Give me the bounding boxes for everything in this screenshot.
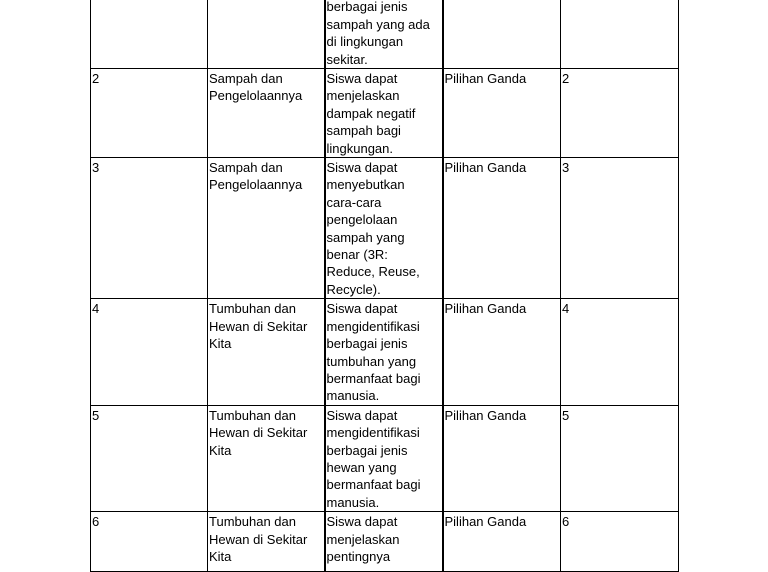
cell-topic: Tumbuhan dan Hewan di Sekitar Kita — [208, 512, 325, 572]
table-row — [91, 158, 679, 299]
cell-question-form: Pilihan Ganda — [443, 405, 561, 511]
cell-indicator: Siswa dapat mengidentifikasi berbagai jenis tumbuhan yang bermanfaat bagi manusia. — [325, 299, 443, 405]
cell-item-number: 6 — [561, 512, 679, 572]
table-row — [91, 0, 679, 69]
cell-number: 4 — [91, 299, 208, 405]
cell-topic: Sampah dan Pengelolaannya — [208, 69, 325, 158]
cell-question-form: Pilihan Ganda — [443, 299, 561, 405]
cell-number: 3 — [91, 158, 208, 299]
cell-item-number: 3 — [561, 158, 679, 299]
cell-topic — [208, 0, 325, 69]
cell-topic: Tumbuhan dan Hewan di Sekitar Kita — [208, 299, 325, 405]
table-row — [91, 512, 679, 572]
cell-item-number: 5 — [561, 405, 679, 511]
cell-indicator: Siswa dapat menyebutkan cara-cara pengelolaan sampah yang benar (3R: Reduce, Reuse, Recycle). — [325, 158, 443, 299]
cell-number: 2 — [91, 69, 208, 158]
cell-question-form: Pilihan Ganda — [443, 158, 561, 299]
cell-question-form: Pilihan Ganda — [443, 512, 561, 572]
cell-item-number: 4 — [561, 299, 679, 405]
cell-question-form: Pilihan Ganda — [443, 69, 561, 158]
cell-number: 6 — [91, 512, 208, 572]
cell-item-number — [561, 0, 679, 69]
cell-question-form — [443, 0, 561, 69]
cell-indicator: Siswa dapat menjelaskan pentingnya — [325, 512, 443, 572]
cell-indicator: berbagai jenis sampah yang ada di lingkungan sekitar. — [325, 0, 443, 69]
table-row — [91, 69, 679, 158]
table-row — [91, 299, 679, 405]
cell-number — [91, 0, 208, 69]
cell-number: 5 — [91, 405, 208, 511]
cell-indicator: Siswa dapat mengidentifikasi berbagai jenis hewan yang bermanfaat bagi manusia. — [325, 405, 443, 511]
table-row — [91, 405, 679, 511]
spec-table — [90, 0, 679, 572]
cell-topic: Sampah dan Pengelolaannya — [208, 158, 325, 299]
cell-item-number: 2 — [561, 69, 679, 158]
cell-topic: Tumbuhan dan Hewan di Sekitar Kita — [208, 405, 325, 511]
cell-indicator: Siswa dapat menjelaskan dampak negatif sampah bagi lingkungan. — [325, 69, 443, 158]
